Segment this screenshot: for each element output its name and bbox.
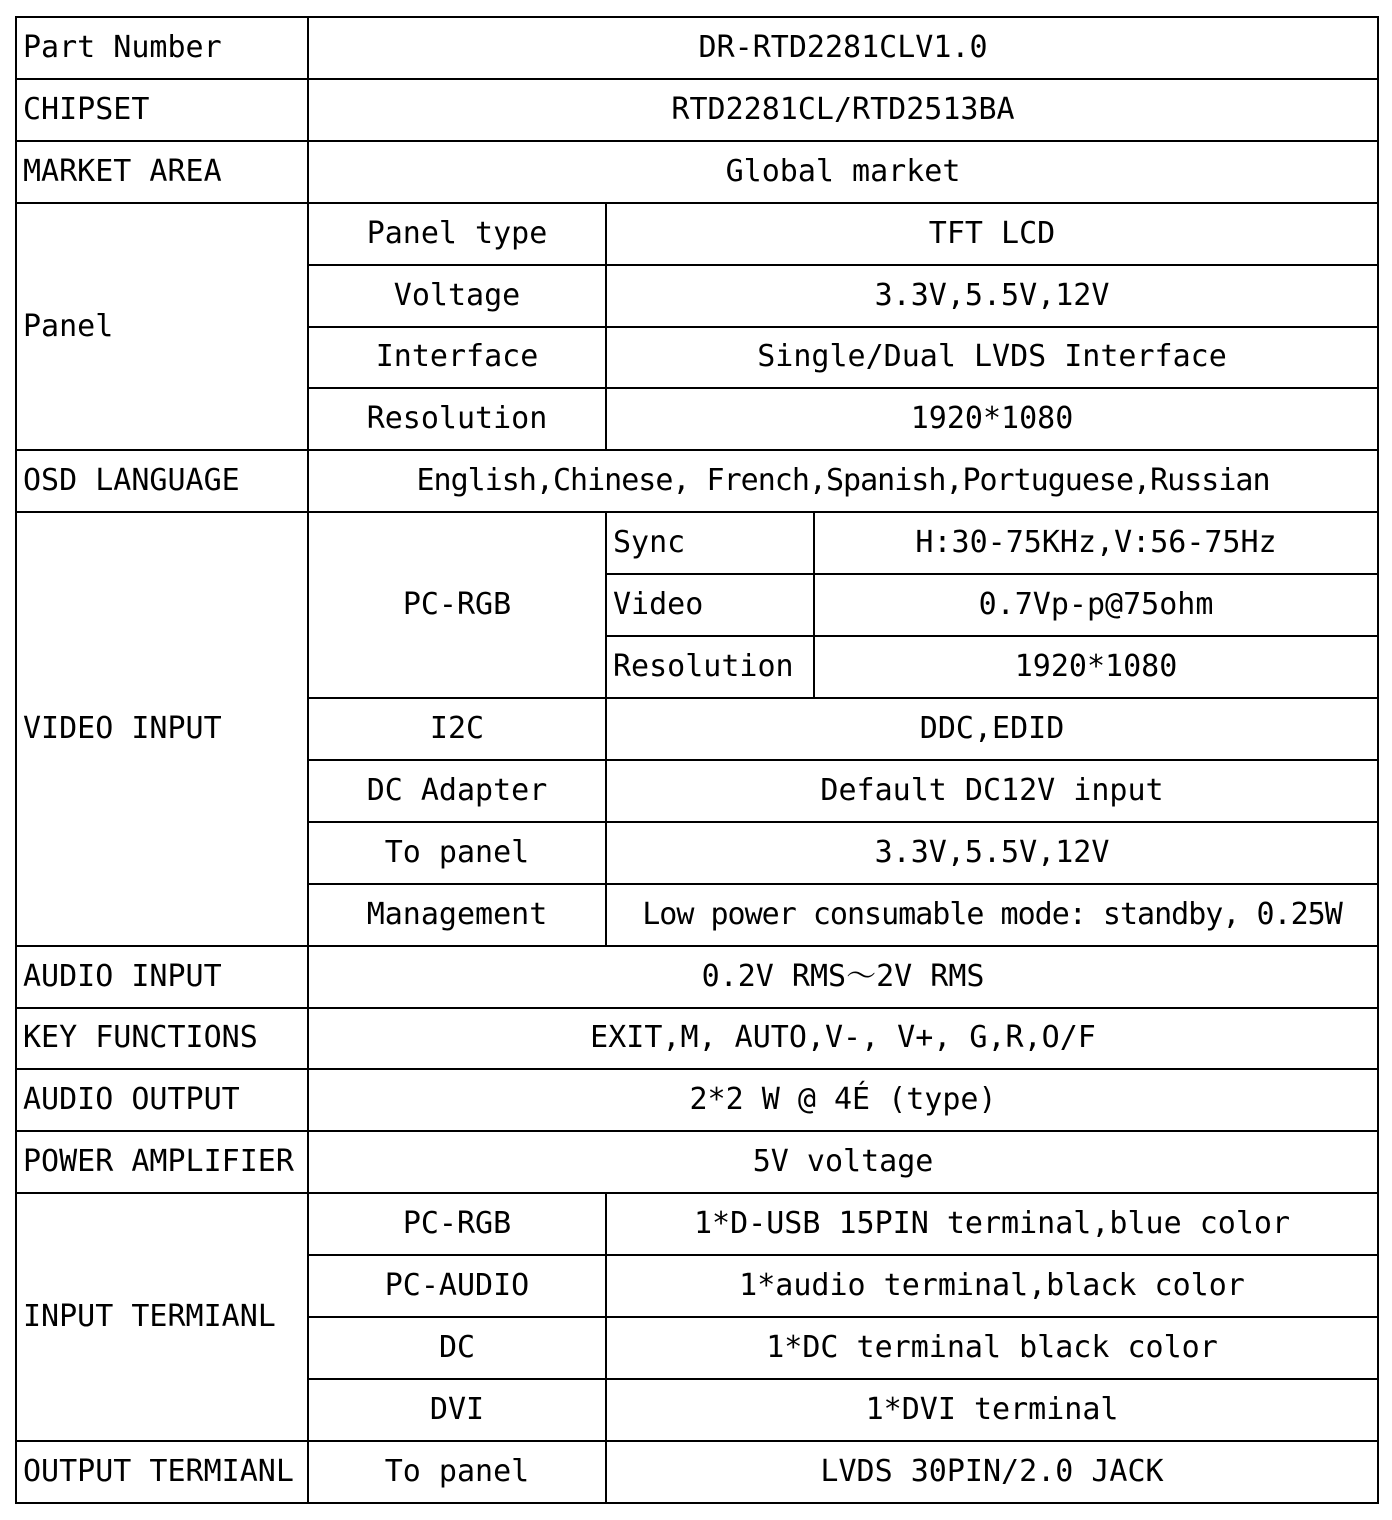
input-pc-audio-value: 1*audio terminal,black color (606, 1255, 1378, 1317)
osd-language-label: OSD LANGUAGE (16, 450, 308, 512)
spec-table (15, 16, 1379, 1504)
part-number-label: Part Number (16, 17, 308, 79)
pc-rgb-label: PC-RGB (308, 512, 606, 698)
row-audio-input (16, 946, 1378, 1008)
dc-adapter-value: Default DC12V input (606, 760, 1378, 822)
input-dvi-value: 1*DVI terminal (606, 1379, 1378, 1441)
audio-output-label: AUDIO OUTPUT (16, 1069, 308, 1131)
power-amplifier-label: POWER AMPLIFIER (16, 1131, 308, 1193)
sync-value: H:30-75KHz,V:56-75Hz (814, 512, 1378, 574)
audio-input-value: 0.2V RMS～2V RMS (308, 946, 1378, 1008)
market-area-value: Global market (308, 141, 1378, 203)
panel-voltage-value: 3.3V,5.5V,12V (606, 265, 1378, 327)
i2c-value: DDC,EDID (606, 698, 1378, 760)
video-resolution-value: 1920*1080 (814, 636, 1378, 698)
to-panel-label: To panel (308, 822, 606, 884)
output-to-panel-label: To panel (308, 1441, 606, 1503)
sync-label: Sync (606, 512, 814, 574)
row-input-pc-rgb (16, 1193, 1378, 1255)
input-pc-rgb-label: PC-RGB (308, 1193, 606, 1255)
row-panel-type (16, 203, 1378, 265)
panel-type-label: Panel type (308, 203, 606, 265)
row-chipset (16, 79, 1378, 141)
row-osd-language (16, 450, 1378, 512)
i2c-label: I2C (308, 698, 606, 760)
output-terminal-label: OUTPUT TERMIANL (16, 1441, 308, 1503)
panel-resolution-value: 1920*1080 (606, 388, 1378, 450)
market-area-label: MARKET AREA (16, 141, 308, 203)
output-to-panel-value: LVDS 30PIN/2.0 JACK (606, 1441, 1378, 1503)
input-dc-label: DC (308, 1317, 606, 1379)
panel-resolution-label: Resolution (308, 388, 606, 450)
input-dc-value: 1*DC terminal black color (606, 1317, 1378, 1379)
management-value: Low power consumable mode: standby, 0.25W (606, 884, 1378, 946)
power-amplifier-value: 5V voltage (308, 1131, 1378, 1193)
video-label: Video (606, 574, 814, 636)
chipset-value: RTD2281CL/RTD2513BA (308, 79, 1378, 141)
management-label: Management (308, 884, 606, 946)
panel-interface-value: Single/Dual LVDS Interface (606, 327, 1378, 389)
part-number-value: DR-RTD2281CLV1.0 (308, 17, 1378, 79)
chipset-label: CHIPSET (16, 79, 308, 141)
video-value: 0.7Vp-p@75ohm (814, 574, 1378, 636)
row-key-functions (16, 1008, 1378, 1070)
audio-output-value: 2*2 W @ 4É (type) (308, 1069, 1378, 1131)
video-resolution-label: Resolution (606, 636, 814, 698)
row-power-amplifier (16, 1131, 1378, 1193)
row-audio-output (16, 1069, 1378, 1131)
video-input-label: VIDEO INPUT (16, 512, 308, 945)
input-terminal-label: INPUT TERMIANL (16, 1193, 308, 1441)
row-video-sync (16, 512, 1378, 574)
input-pc-audio-label: PC-AUDIO (308, 1255, 606, 1317)
panel-label: Panel (16, 203, 308, 451)
to-panel-value: 3.3V,5.5V,12V (606, 822, 1378, 884)
audio-input-label: AUDIO INPUT (16, 946, 308, 1008)
osd-language-value: English,Chinese, French,Spanish,Portuguese,Russian (308, 450, 1378, 512)
input-pc-rgb-value: 1*D-USB 15PIN terminal,blue color (606, 1193, 1378, 1255)
panel-interface-label: Interface (308, 327, 606, 389)
panel-type-value: TFT LCD (606, 203, 1378, 265)
dc-adapter-label: DC Adapter (308, 760, 606, 822)
row-market-area (16, 141, 1378, 203)
key-functions-label: KEY FUNCTIONS (16, 1008, 308, 1070)
row-output-to-panel (16, 1441, 1378, 1503)
panel-voltage-label: Voltage (308, 265, 606, 327)
key-functions-value: EXIT,M, AUTO,V-, V+, G,R,O/F (308, 1008, 1378, 1070)
input-dvi-label: DVI (308, 1379, 606, 1441)
row-part-number (16, 17, 1378, 79)
